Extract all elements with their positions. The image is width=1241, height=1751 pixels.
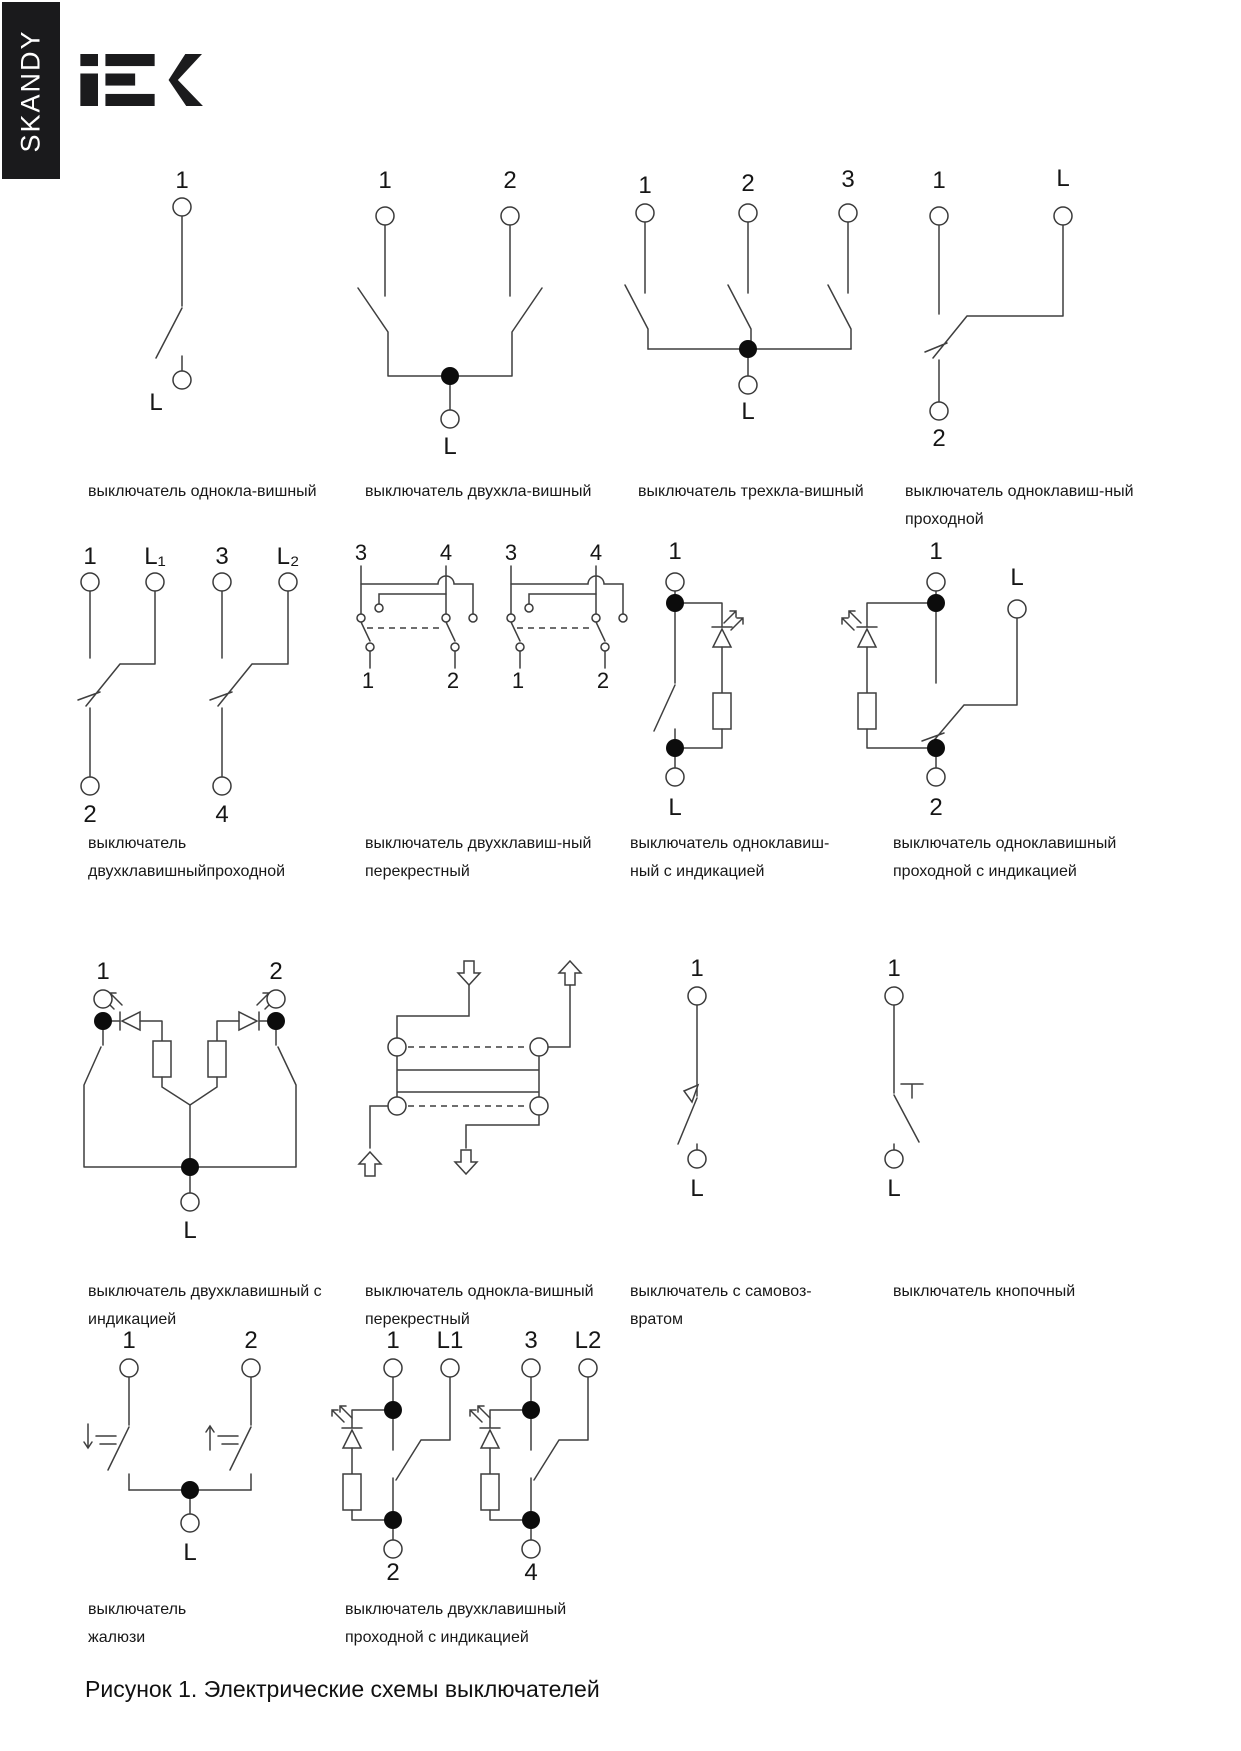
terminal-label: 3: [354, 540, 368, 565]
terminal-label: 4: [439, 540, 453, 565]
terminal-label: 3: [504, 540, 518, 565]
wires: [654, 573, 743, 786]
terminal-label: 1: [361, 668, 375, 693]
arrow-down-in: [458, 961, 480, 985]
diagram-caption: выключатель одноклавишный проходной с индикацией: [893, 835, 1117, 880]
arrow-down: [84, 1424, 92, 1448]
terminal-label: 1: [932, 167, 946, 194]
terminal-label: 2: [244, 1327, 258, 1354]
terminal-label: 3: [524, 1327, 538, 1354]
schematic-one-gang-switch: [122, 158, 242, 458]
schematic-one-gang-two-way-switch: [868, 156, 1078, 486]
diagram-caption: выключатель жалюзи: [88, 1601, 187, 1646]
wires: [625, 204, 857, 394]
terminal-label: L: [741, 398, 755, 425]
terminal-label: 3: [215, 543, 229, 570]
diagram-caption: выключатель однокла-вишный: [88, 483, 317, 500]
terminal-label: 1: [929, 538, 943, 565]
terminal-label: 1: [83, 543, 97, 570]
terminal-label: L: [690, 1175, 704, 1202]
terminal-label: 1: [511, 668, 525, 693]
wires: [357, 566, 627, 668]
diagram-caption: выключатель одноклавиш-ный проходной: [905, 483, 1134, 528]
figure-caption: Рисунок 1. Электрические схемы выключателей: [85, 1676, 600, 1702]
schematic-push-button-switch: [835, 955, 955, 1258]
terminal-label: 1: [122, 1327, 136, 1354]
led-emission-arrows: [332, 1406, 352, 1422]
diagram-caption: выключатель двухклавиш-ный перекрестный: [365, 835, 592, 880]
terminal-label: 1: [96, 958, 110, 985]
terminal-label: 1: [378, 167, 392, 194]
terminal-label: 1: [668, 538, 682, 565]
terminal-label: 4: [524, 1559, 538, 1586]
terminal-label: 2: [503, 167, 517, 194]
contact-bars: [96, 1436, 116, 1444]
wires: [842, 573, 1026, 786]
schematic-two-gang-intermediate-switch: [325, 540, 635, 796]
arrow-up-in: [359, 1152, 381, 1176]
terminal-label: L: [668, 794, 682, 821]
iek-logo-glyphs: [80, 54, 203, 106]
push-actuator-symbol: [901, 1084, 923, 1098]
contact-bars: [218, 1436, 238, 1444]
terminal-label: 1: [386, 1327, 400, 1354]
arrow-down-out: [455, 1150, 477, 1174]
wires: [78, 573, 297, 795]
terminal-label: 2: [386, 1559, 400, 1586]
terminal-label: 4: [589, 540, 603, 565]
terminal-label: 2: [269, 958, 283, 985]
terminal-label: 4: [215, 801, 229, 828]
terminal-label: 1: [887, 955, 901, 982]
arrow-up: [206, 1426, 214, 1450]
diagram-caption: выключатель с самовоз- вратом: [630, 1283, 812, 1328]
terminal-label: 1: [638, 172, 652, 199]
arrow-up-out: [559, 961, 581, 985]
iek-logo: [80, 54, 220, 106]
schematic-one-gang-switch-with-indicator: [610, 538, 760, 848]
schematic-two-gang-switch: [340, 156, 560, 466]
wires: [678, 987, 706, 1168]
wires: [156, 198, 191, 389]
terminal-label: L: [1010, 564, 1024, 591]
diagram-caption: выключатель двухкла-вишный: [365, 483, 592, 500]
diagram-caption: выключатель однокла-вишный перекрестный: [365, 1283, 594, 1328]
terminal-label: L₁: [144, 543, 166, 570]
diagram-caption: выключатель двухклавишныйпроходной: [88, 835, 286, 880]
resistor: [713, 693, 731, 729]
terminal-label: L: [443, 433, 457, 460]
wires: [358, 207, 542, 428]
schematic-two-gang-two-way-switch: [58, 543, 308, 836]
terminal-label: 2: [596, 668, 610, 693]
terminal-label: 2: [932, 425, 946, 452]
schematic-two-gang-switch-with-indicator: [50, 958, 330, 1291]
schematic-shutter-switch: [58, 1328, 318, 1578]
schematic-three-gang-switch: [618, 153, 878, 468]
resistor: [208, 1041, 226, 1077]
terminal-label: 2: [929, 794, 943, 821]
terminal-label: L: [1056, 165, 1070, 192]
diagram-caption: выключатель одноклавиш- ный с индикацией: [630, 835, 830, 880]
terminal-label: 1: [690, 955, 704, 982]
schematic-self-return-switch: [640, 955, 760, 1258]
skandy-banner: [2, 2, 60, 179]
led-emission-arrows: [470, 1406, 490, 1422]
resistor: [153, 1041, 171, 1077]
schematic-two-gang-two-way-switch-with-indication: [290, 1328, 630, 1628]
terminal-label: 2: [83, 801, 97, 828]
resistor: [481, 1474, 499, 1510]
skandy-banner-text: SKANDY: [15, 28, 46, 153]
wires: [925, 207, 1072, 420]
diagram-caption: выключатель трехкла-вишный: [638, 483, 864, 500]
wires: [84, 990, 296, 1211]
schematic-one-gang-intermediate-switch: [330, 958, 580, 1258]
terminal-label: 2: [446, 668, 460, 693]
wires: [359, 961, 581, 1176]
wires: [332, 1359, 597, 1558]
terminal-label: L: [149, 389, 163, 416]
terminal-label: L1: [436, 1327, 464, 1354]
schematic-one-gang-two-way-switch-with-indicator: [828, 538, 1038, 848]
diagram-caption: выключатель двухклавишный с индикацией: [88, 1283, 322, 1328]
diagram-caption: выключатель двухклавишный проходной с индикацией: [345, 1601, 567, 1646]
terminal-label: 3: [841, 166, 855, 193]
wires: [84, 1359, 260, 1532]
terminal-label: L₂: [276, 543, 300, 570]
terminal-label: L2: [574, 1327, 602, 1354]
diagram-caption: выключатель кнопочный: [893, 1283, 1076, 1300]
terminal-label: L: [183, 1539, 197, 1566]
terminal-label: L: [183, 1217, 197, 1244]
resistor: [343, 1474, 361, 1510]
terminal-label: 1: [175, 167, 189, 194]
terminal-label: 2: [741, 170, 755, 197]
wires: [885, 987, 923, 1168]
resistor: [858, 693, 876, 729]
terminal-label: L: [887, 1175, 901, 1202]
